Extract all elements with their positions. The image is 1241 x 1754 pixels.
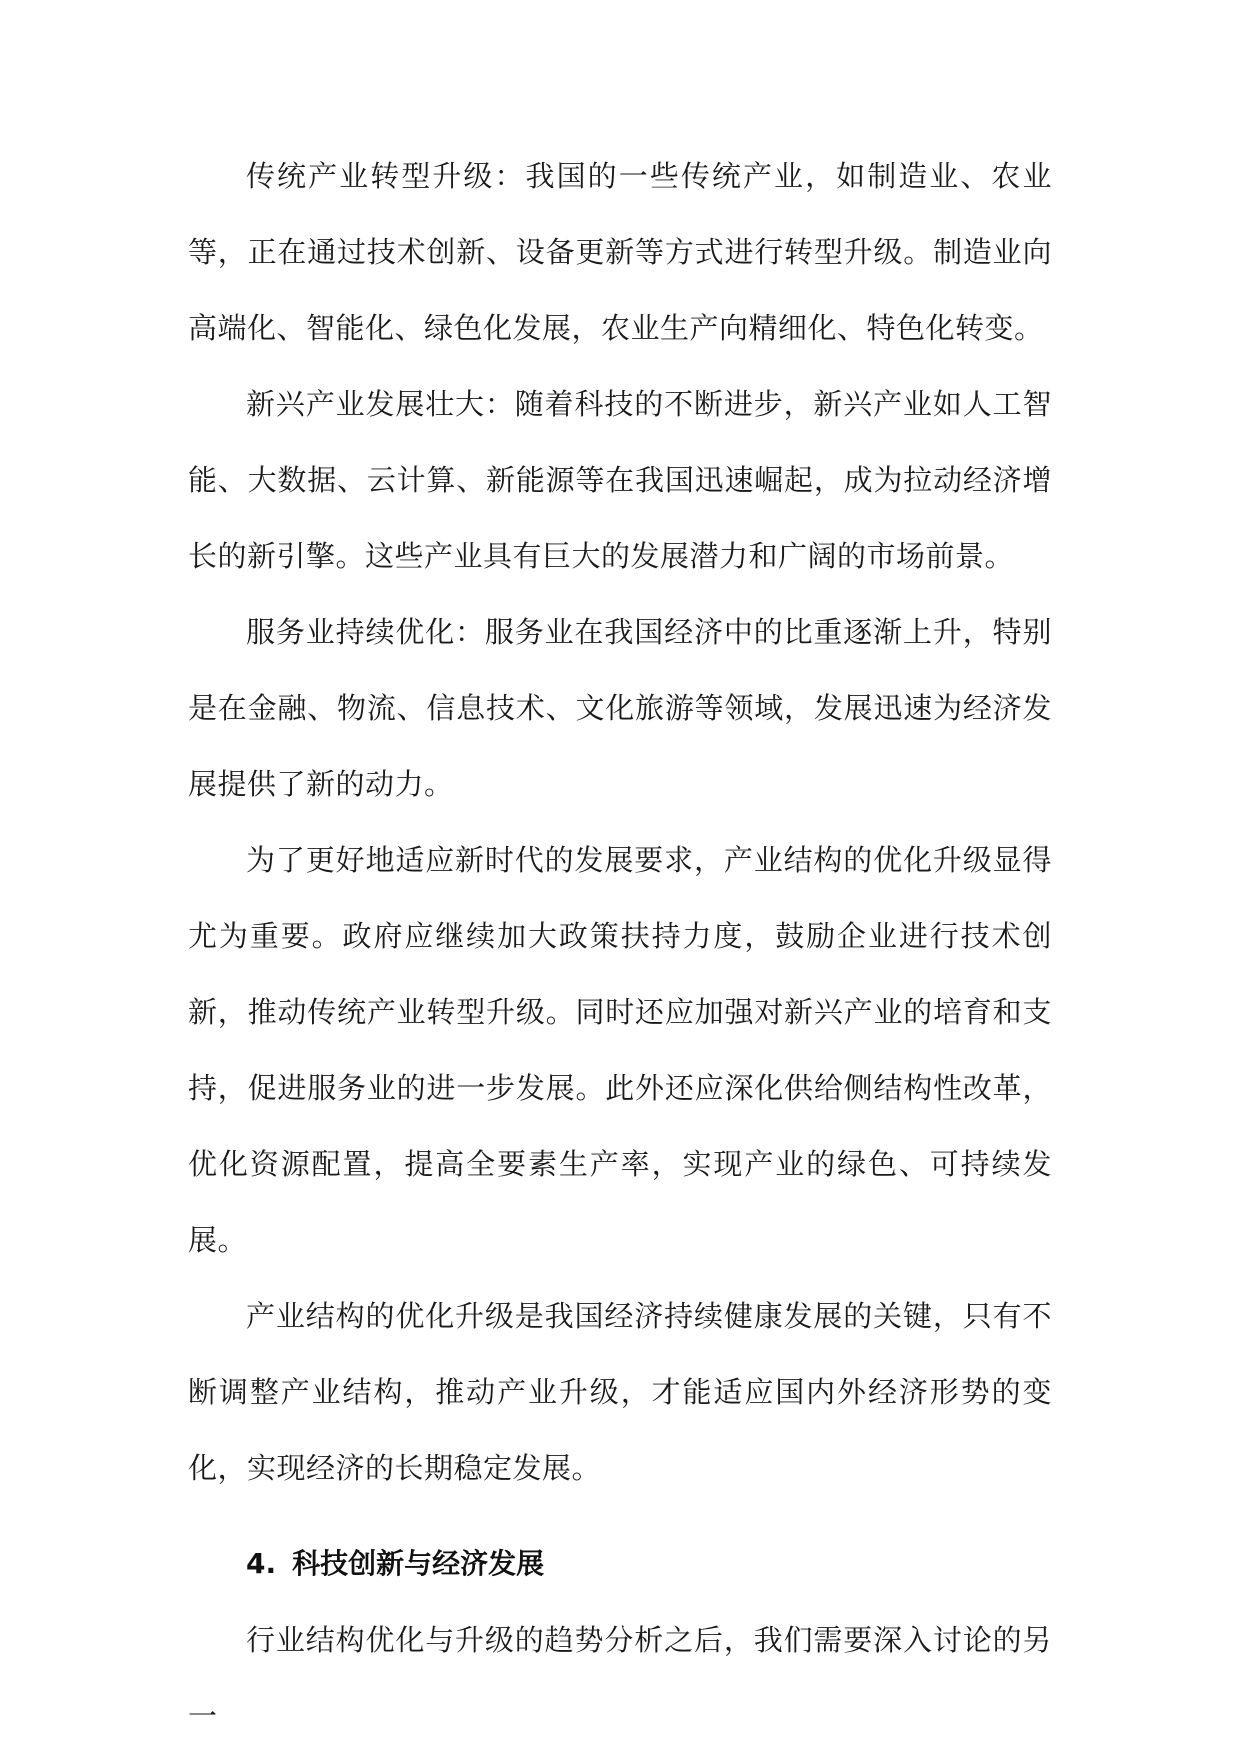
paragraph-traditional-industry: 传统产业转型升级：我国的一些传统产业，如制造业、农业等，正在通过技术创新、设备更新等方式进行转型升级。制造业向高端化、智能化、绿色化发展，农业生产向精细化、特色化转变。 <box>188 159 1052 345</box>
paragraph-conclusion: 产业结构的优化升级是我国经济持续健康发展的关键，只有不断调整产业结构，推动产业升级，才能适应国内外经济形势的变化，实现经济的长期稳定发展。 <box>188 1299 1052 1485</box>
section-heading <box>188 1526 1052 1602</box>
paragraph-section-intro: 行业结构优化与升级的趋势分析之后，我们需要深入讨论的另一 <box>188 1623 1052 1733</box>
document-body <box>188 138 1052 1754</box>
section-number: 4. <box>246 1547 277 1580</box>
section-title: 科技创新与经济发展 <box>292 1547 545 1580</box>
paragraph-policy-recommendation: 为了更好地适应新时代的发展要求，产业结构的优化升级显得尤为重要。政府应继续加大政策扶持力度，鼓励企业进行技术创新，推动传统产业转型升级。同时还应加强对新兴产业的培育和支持，促进服务业的进一步发展。此外还应深化供给侧结构性改革，优化资源配置，提高全要素生产率，实现产业的绿色、可持续发展。 <box>188 843 1052 1257</box>
paragraph-emerging-industry: 新兴产业发展壮大：随着科技的不断进步，新兴产业如人工智能、大数据、云计算、新能源等在我国迅速崛起，成为拉动经济增长的新引擎。这些产业具有巨大的发展潜力和广阔的市场前景。 <box>188 387 1052 573</box>
paragraph-service-industry: 服务业持续优化：服务业在我国经济中的比重逐渐上升，特别是在金融、物流、信息技术、文化旅游等领域，发展迅速为经济发展提供了新的动力。 <box>188 615 1052 801</box>
